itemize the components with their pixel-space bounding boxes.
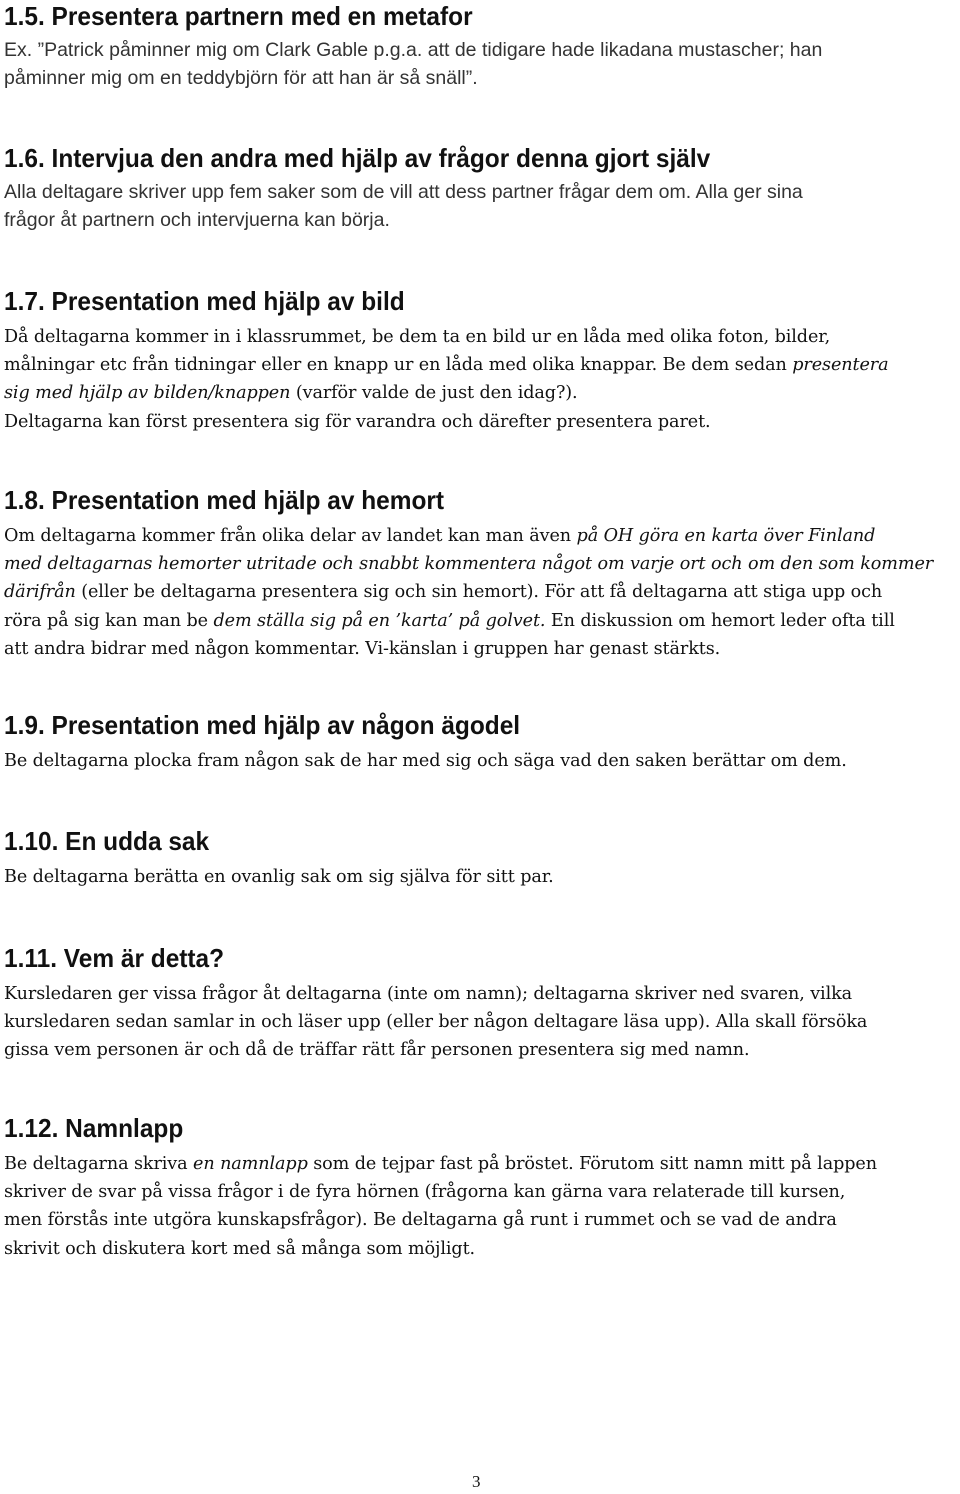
section-body [4, 178, 960, 234]
page-number: 3 [472, 1472, 481, 1491]
section-body [4, 36, 960, 92]
section-heading: 1.5. Presentera partnern med en metafor [4, 1, 473, 31]
section-heading: 1.12. Namnlapp [4, 1113, 184, 1143]
body-line: Kursledaren ger vissa frågor åt deltagarna (inte om namn); deltagarna skriver ned svaren, vilka [4, 984, 853, 1004]
body-line: som de tejpar fast på bröstet. Förutom sitt namn mitt på lappen [307, 1154, 877, 1174]
body-line: Be deltagarna skriva [4, 1154, 194, 1174]
body-line: målningar etc från tidningar eller en knapp ur en låda med olika knappar. Be dem sedan [4, 355, 793, 376]
body-line: skrivit och diskutera kort med så många som möjligt. [4, 1238, 476, 1259]
section-body [4, 863, 960, 891]
body-line: Deltagarna kan först presentera sig för varandra och därefter presentera paret. [4, 411, 711, 432]
body-line: Då deltagarna kommer in i klassrummet, be dem ta en bild ur en låda med olika foton, bilder, [4, 327, 831, 347]
emphasis: därifrån [4, 582, 76, 603]
section-heading: 1.8. Presentation med hjälp av hemort [4, 485, 445, 515]
section-1-6 [4, 142, 960, 234]
body-line: gissa vem personen är och då de träffar rätt får personen presentera sig med namn. [4, 1040, 750, 1061]
section-heading: 1.7. Presentation med hjälp av bild [4, 286, 405, 316]
body-line: Ex. ”Patrick påminner mig om Clark Gable p.g.a. att de tidigare hade likadana mustascher; han [4, 39, 823, 61]
section-body [4, 980, 960, 1065]
emphasis: sig med hjälp av bilden/knappen [4, 383, 291, 404]
section-1-7 [4, 285, 960, 436]
body-line: (varför valde de just den idag?). [290, 383, 578, 404]
body-line: Alla deltagare skriver upp fem saker som de vill att dess partner frågar dem om. Alla ger sina [4, 181, 803, 203]
section-1-9 [4, 709, 960, 775]
body-line: Om deltagarna kommer från olika delar av landet kan man även [4, 526, 577, 546]
body-line: att andra bidrar med någon kommentar. Vi-känslan i gruppen har genast stärkts. [4, 638, 721, 659]
section-heading: 1.10. En udda sak [4, 826, 210, 856]
emphasis: på OH göra en karta över Finland [576, 526, 876, 546]
section-1-10 [4, 825, 960, 891]
section-heading: 1.6. Intervjua den andra med hjälp av frågor denna gjort själv [4, 143, 711, 173]
body-line: (eller be deltagarna presentera sig och sin hemort). För att få deltagarna att stiga upp och [75, 582, 883, 603]
emphasis: presentera [792, 355, 889, 376]
emphasis: en namnlapp [193, 1154, 308, 1174]
section-1-5 [4, 0, 960, 92]
body-line: Be deltagarna berätta en ovanlig sak om sig själva för sitt par. [4, 867, 554, 887]
section-body [4, 747, 960, 775]
section-heading: 1.9. Presentation med hjälp av någon ägodel [4, 710, 521, 740]
body-line: Be deltagarna plocka fram någon sak de har med sig och säga vad den saken berättar om dem. [4, 751, 847, 771]
body-line: En diskussion om hemort leder ofta till [545, 610, 895, 631]
section-body [4, 323, 960, 436]
body-line: frågor åt partnern och intervjuerna kan börja. [4, 209, 390, 231]
section-heading: 1.11. Vem är detta? [4, 943, 225, 973]
body-line: kursledaren sedan samlar in och läser upp (eller ber någon deltagare läsa upp). Alla skall försöka [4, 1012, 868, 1033]
section-1-12 [4, 1112, 960, 1263]
section-1-8 [4, 484, 960, 663]
section-body [4, 1150, 960, 1263]
body-line: påminner mig om en teddybjörn för att han är så snäll”. [4, 67, 478, 89]
emphasis: med deltagarnas hemorter utritade och snabbt kommentera något om varje ort och om den som kommer [4, 554, 934, 575]
body-line: röra på sig kan man be [4, 610, 214, 631]
emphasis: dem ställa sig på en ’karta’ på golvet. [213, 610, 546, 631]
section-1-11 [4, 942, 960, 1065]
body-line: skriver de svar på vissa frågor i de fyra hörnen (frågorna kan gärna vara relaterade till kursen, [4, 1182, 846, 1203]
section-body [4, 522, 960, 663]
body-line: men förstås inte utgöra kunskapsfrågor). Be deltagarna gå runt i rummet och se vad de andra [4, 1210, 837, 1231]
